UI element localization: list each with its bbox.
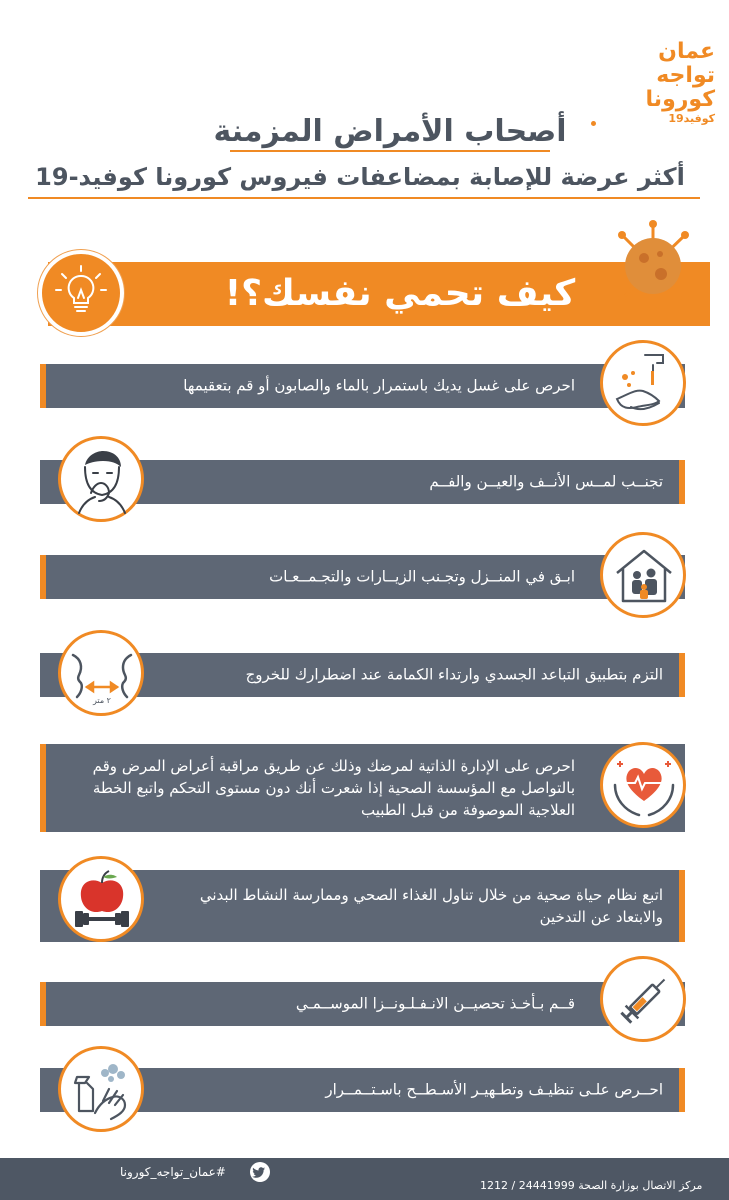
distance-label: ٢ متر: [93, 696, 111, 705]
tip-text-7: قــم بـأخـذ تحصيــن الانـفـلـونــزا الموســمـي: [295, 994, 575, 1013]
apple-dumbbell-icon: [58, 856, 144, 942]
virus-icon: [598, 218, 708, 314]
row-accent-bar: [679, 653, 685, 697]
row-accent-bar: [679, 460, 685, 504]
heart-care-icon: [600, 742, 686, 828]
tip-text-4: التزم بتطبيق التباعد الجسدي وارتداء الكمامة عند اضطرارك للخروج: [245, 665, 663, 684]
logo-line-1: عمان: [658, 39, 715, 64]
page-title: أصحاب الأمراض المزمنة: [213, 114, 567, 149]
contact-info: مركز الاتصال بوزارة الصحة 24441999 / 1212: [480, 1179, 703, 1192]
row-accent-bar: [40, 982, 46, 1026]
tip-text-5: احرص على الإدارة الذاتية لمرضك وذلك عن طريق مراقبة أعراض المرض وقم بالتواصل مع المؤسسة الصحية إذا شعرت أنك دون مستوى التحكم واتبع الخطة العلاجية الموصوفة من قبل الطبيب: [92, 757, 575, 819]
row-accent-bar: [40, 364, 46, 408]
face-touch-icon: [58, 436, 144, 522]
title-underline: [230, 150, 550, 152]
tip-text-1: احرص على غسل يديك باستمرار بالماء والصابون أو قم بتعقيمها: [183, 376, 575, 395]
tip-text-3: ابـق في المنــزل وتجـنب الزيــارات والتجـمــعـات: [269, 567, 575, 586]
row-accent-bar: [40, 744, 46, 832]
tip-row-7: [40, 982, 685, 1026]
tip-text-6: اتبع نظام حياة صحية من خلال تناول الغذاء الصحي وممارسة النشاط البدني والابتعاد عن التدخين: [199, 886, 663, 926]
surface-cleaning-icon: [58, 1046, 144, 1132]
logo-line-3: كورونا: [645, 87, 715, 112]
logo-line-4: كوفيد19: [668, 112, 715, 125]
page-subtitle: أكثر عرضة للإصابة بمضاعفات فيروس كورونا كوفيد-19: [35, 163, 685, 191]
tip-text-2: تجنــب لمــس الأنــف والعيــن والفــم: [429, 472, 663, 491]
subtitle-underline: [28, 197, 700, 199]
social-distance-icon: [58, 630, 144, 716]
banner-title: كيف تحمي نفسك؟!: [224, 273, 576, 314]
logo: [585, 40, 715, 128]
tip-row-1: [40, 364, 685, 408]
hand-washing-icon: [600, 340, 686, 426]
stay-home-icon: [600, 532, 686, 618]
tip-text-8: احــرص علـى تنظيـف وتطـهيـر الأسـطــح باسـتــمــرار: [325, 1080, 663, 1099]
tip-row-5: [40, 744, 685, 832]
twitter-icon[interactable]: [250, 1162, 270, 1182]
tip-row-3: [40, 555, 685, 599]
logo-line-2: تواجه: [656, 63, 715, 88]
row-accent-bar: [40, 555, 46, 599]
row-accent-bar: [679, 1068, 685, 1112]
lightbulb-icon: [38, 250, 124, 336]
logo-dot: [591, 121, 596, 126]
row-accent-bar: [679, 870, 685, 942]
syringe-icon: [600, 956, 686, 1042]
hashtag[interactable]: #عمان_تواجه_كورونا: [120, 1165, 226, 1179]
